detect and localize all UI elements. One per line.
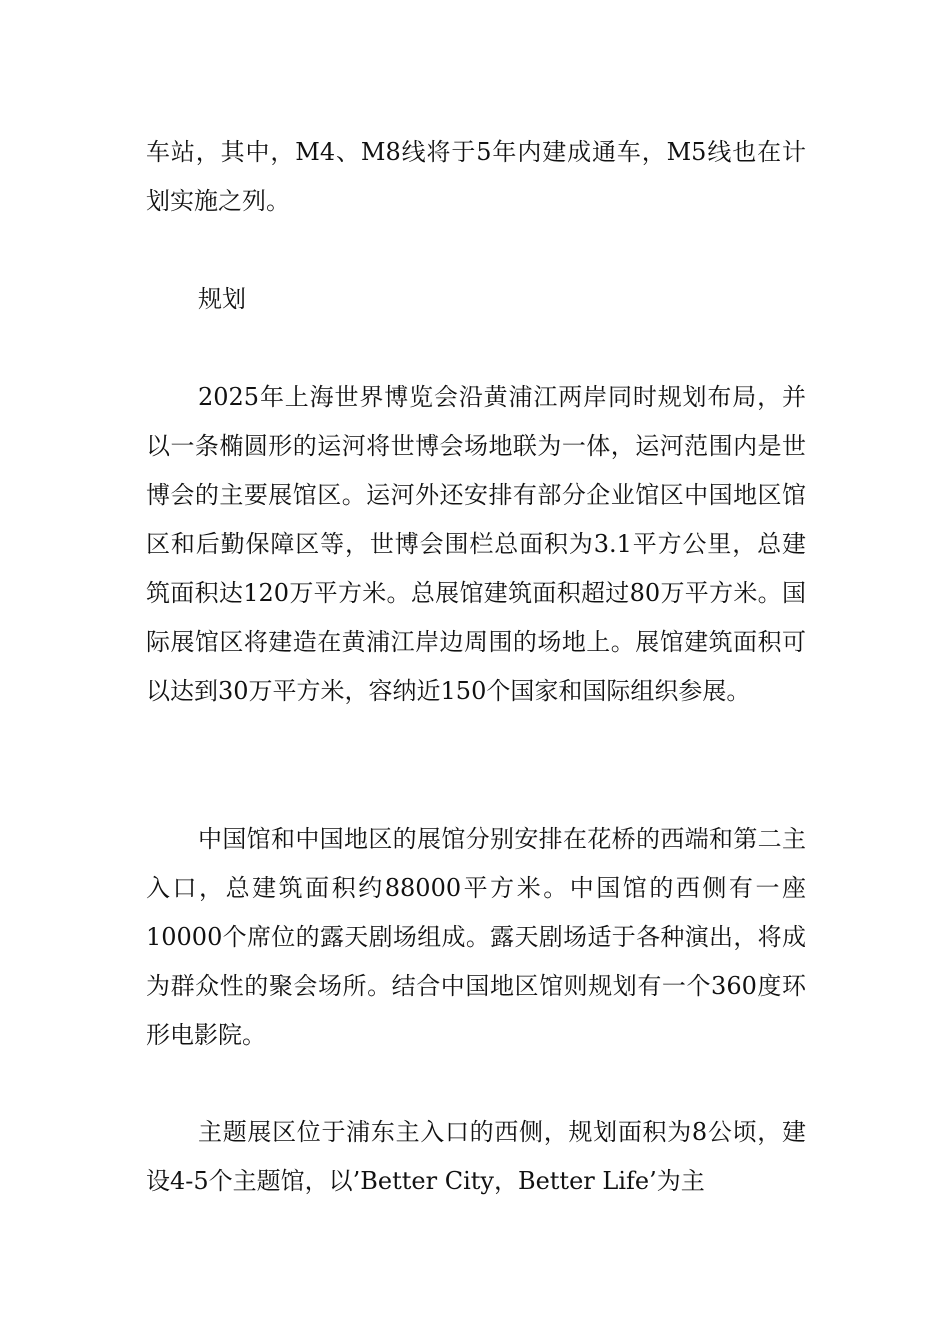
paragraph-continuation: 车站，其中，M4、M8线将于5年内建成通车，M5线也在计划实施之列。 (146, 138, 806, 215)
paragraph-layout-overview: 2025年上海世界博览会沿黄浦江两岸同时规划布局，并以一条椭圆形的运河将世博会场地联为一体，运河范围内是世博会的主要展馆区。运河外还安排有部分企业馆区中国地区馆区和后勤保障区等，世博会围栏总面积为3.1平方公里，总建筑面积达120万平方米。总展馆建筑面积超过80万平方米。国际展馆区将建造在黄浦江岸边周围的场地上。展馆建筑面积可以达到30万平方米，容纳近150个国家和国际组织参展。 (146, 383, 806, 705)
paragraph-china-pavilion: 中国馆和中国地区的展馆分别安排在花桥的西端和第二主入口，总建筑面积约88000平方米。中国馆的西侧有一座10000个席位的露天剧场组成。露天剧场适于各种演出，将成为群众性的聚会场所。结合中国地区馆则规划有一个360度环形电影院。 (146, 825, 806, 1049)
paragraph-theme-area: 主题展区位于浦东主入口的西侧，规划面积为8公顷，建设4-5个主题馆，以’Better City，Better Life’为主 (146, 1118, 806, 1195)
section-heading: 规划 (198, 285, 246, 313)
